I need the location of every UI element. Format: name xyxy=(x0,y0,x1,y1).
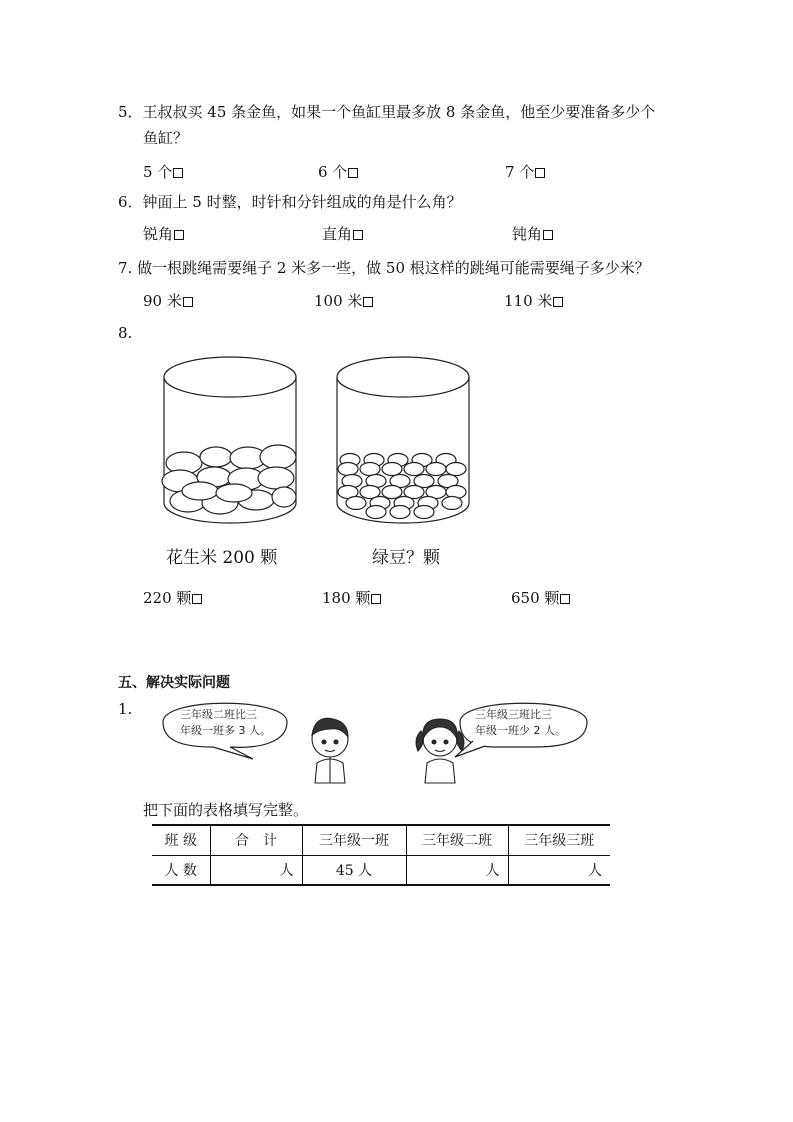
q6-option-a xyxy=(143,223,184,244)
boy-bubble-line2: 年级一班多 3 人。 xyxy=(180,724,271,737)
boy-speech-bubble xyxy=(163,703,287,759)
girl-bubble-line1: 三年级三班比三 xyxy=(475,708,552,721)
q7-option-b xyxy=(314,290,373,311)
s5-q1-number: 1. xyxy=(118,700,133,718)
q6-option-b xyxy=(322,223,363,244)
option-label: 220 颗 xyxy=(143,589,192,607)
girl-figure xyxy=(416,719,464,783)
header-cell: 三年级三班 xyxy=(508,825,610,855)
q5-option-a xyxy=(143,161,183,182)
class1-cell: 45 人 xyxy=(302,855,406,885)
option-label: 锐角 xyxy=(143,225,174,243)
table-header-row xyxy=(152,825,610,855)
mung-bean xyxy=(390,506,410,519)
q7-option-a xyxy=(143,290,193,311)
peanut xyxy=(200,447,232,467)
q5-option-b xyxy=(318,161,358,182)
answer-checkbox[interactable] xyxy=(174,230,184,240)
option-label: 100 米 xyxy=(314,292,363,310)
boy-bubble-line1: 三年级二班比三 xyxy=(180,708,257,721)
q5-text-line2: 鱼缸？ xyxy=(143,129,189,147)
mung-bean xyxy=(404,463,424,476)
option-label: 650 颗 xyxy=(511,589,560,607)
q5-text-line1: 5．王叔叔买 45 条金鱼，如果一个鱼缸里最多放 8 条金鱼，他至少要准备多少个 xyxy=(118,103,656,121)
header-cell: 三年级一班 xyxy=(302,825,406,855)
q8-option-a xyxy=(143,587,202,608)
q6-text: 6．钟面上 5 时整，时针和分针组成的角是什么角？ xyxy=(118,193,462,211)
mung-bean xyxy=(366,506,386,519)
peanut-jar xyxy=(162,357,296,523)
section-title: 五、解决实际问题 xyxy=(118,675,230,691)
answer-checkbox[interactable] xyxy=(192,594,202,604)
peanut xyxy=(216,484,252,502)
class2-cell[interactable]: 人 xyxy=(406,855,508,885)
option-label: 直角 xyxy=(322,225,353,243)
answer-checkbox[interactable] xyxy=(353,230,363,240)
q7-option-c xyxy=(504,290,563,311)
boy-figure xyxy=(312,718,348,783)
option-label: 钝角 xyxy=(512,225,543,243)
jars-illustration xyxy=(150,345,490,535)
row-label: 人 数 xyxy=(152,855,210,885)
answer-checkbox[interactable] xyxy=(371,594,381,604)
q6-option-c xyxy=(512,223,553,244)
q8-number: 8. xyxy=(118,324,133,342)
peanut xyxy=(182,482,218,500)
table-row xyxy=(152,855,610,885)
mung-bean xyxy=(414,506,434,519)
q8-option-c xyxy=(511,587,570,608)
header-cell: 合 计 xyxy=(210,825,302,855)
class-count-table xyxy=(152,824,610,886)
mung-bean xyxy=(442,497,462,510)
answer-checkbox[interactable] xyxy=(543,230,553,240)
answer-checkbox[interactable] xyxy=(553,297,563,307)
q7-text: 7. 做一根跳绳需要绳子 2 米多一些，做 50 根这样的跳绳可能需要绳子多少米？ xyxy=(118,259,650,277)
answer-checkbox[interactable] xyxy=(173,168,183,178)
mung-bean-jar xyxy=(337,357,469,523)
mung-bean xyxy=(346,497,366,510)
answer-checkbox[interactable] xyxy=(560,594,570,604)
option-label: 7 个 xyxy=(505,163,535,181)
peanut-caption: 花生米 200 颗 xyxy=(166,548,278,568)
answer-checkbox[interactable] xyxy=(535,168,545,178)
girl-speech-bubble xyxy=(455,703,587,757)
header-cell: 班 级 xyxy=(152,825,210,855)
option-label: 180 颗 xyxy=(322,589,371,607)
q5-option-c xyxy=(505,161,545,182)
instruction: 把下面的表格填写完整。 xyxy=(143,801,309,819)
answer-checkbox[interactable] xyxy=(348,168,358,178)
answer-checkbox[interactable] xyxy=(363,297,373,307)
header-cell: 三年级二班 xyxy=(406,825,508,855)
total-cell[interactable]: 人 xyxy=(210,855,302,885)
mung-bean xyxy=(382,486,402,499)
girl-bubble-line2: 年级一班少 2 人。 xyxy=(475,724,566,737)
dialogue-illustration xyxy=(155,695,600,790)
answer-checkbox[interactable] xyxy=(183,297,193,307)
option-label: 110 米 xyxy=(504,292,553,310)
peanut xyxy=(258,467,294,489)
option-label: 5 个 xyxy=(143,163,173,181)
mung-bean xyxy=(426,463,446,476)
peanut xyxy=(272,487,296,507)
option-label: 6 个 xyxy=(318,163,348,181)
class3-cell[interactable]: 人 xyxy=(508,855,610,885)
mung-bean xyxy=(360,463,380,476)
mung-bean-caption: 绿豆？颗 xyxy=(372,548,440,568)
option-label: 90 米 xyxy=(143,292,182,310)
mung-bean xyxy=(382,463,402,476)
mung-bean xyxy=(338,463,358,476)
mung-bean xyxy=(446,463,466,476)
q8-option-b xyxy=(322,587,381,608)
peanut xyxy=(260,445,296,469)
